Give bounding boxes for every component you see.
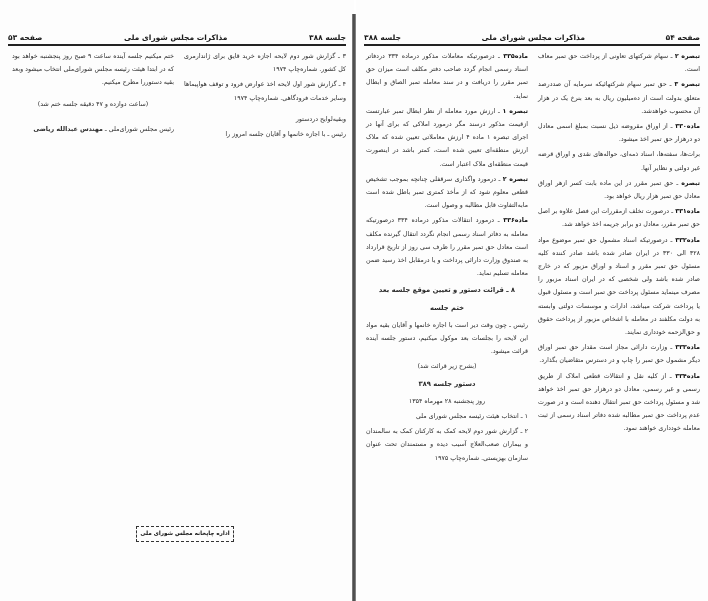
paragraph: ۳ ـ گزارش شور دوم لایحه اجازه خرید قایق برای ژاندارمری کل کشور. شماره‌چاپ ۱۹۷۴ [184, 53, 346, 74]
right-page-left-column [366, 50, 528, 467]
page-number: صفحه ۵۴ [665, 33, 700, 42]
clause: تبصره ۲ ـ سهام شرکتهای تعاونی از پرداخت حق تمبر معاف است. [538, 53, 700, 74]
running-title: مذاکرات مجلس شورای ملی [481, 33, 585, 42]
clause: ماده۳۳۳ ـ وزارت دارائی مجاز است مقدار حق تمبر اوراق دیگر مشمول حق تمبر را چاپ و در دسترس متقاضیان بگذارد. [538, 344, 700, 365]
clause: ماده۳۳۶ ـ درمورد انتقالات مذکور درماده ۳۳۴ درصورتیکه معامله به دفاتر اسناد رسمی انجام نگردد انتقال گیرنده مکلف است معادل حق تمبر مقرر را ظرف سی روز از تاریخ قرارداد به صندوق وزارت دارائی پرداخت و یا درمقابل اخذ رسید ضمن معامله تسلیم نماید. [366, 217, 529, 278]
right-page-right-column [538, 50, 700, 438]
agenda-item: ۲ ـ گزارش شور دوم لایحه کمک به کارکنان کمک به سالمندان و بیماران صعب‌العلاج آسیب دیده و مستمندان تحت عنوان سازمان بهزیستی. شماره‌چاپ ۱۹۷۵ [366, 428, 528, 462]
signature [12, 123, 174, 136]
clause: ماده۳۳۱ ـ درصورت تخلف ازمقررات این فصل علاوه بر اصل حق تمبر مقرر، معادل دو برابر جریمه اخذ خواهد شد. [538, 208, 700, 229]
session-number: جلسه ۳۸۸ [309, 33, 346, 42]
note: (بشرح زیر قرائت شد) [417, 363, 477, 371]
agenda-item: ۱ ـ انتخاب هیئت رئیسه مجلس شورای ملی [415, 413, 528, 421]
paragraph: رئیس ـ چون وقت دیر است با اجازه خانمها و آقایان بقیه مواد این لایحه را بجلسات بعد موکول میکنیم، دستور جلسه آینده قرائت میشود. [366, 321, 528, 356]
paragraph: رئیس ـ با اجازه خانمها و آقایان جلسه امروز را [225, 131, 346, 139]
clause: ماده۳۳۲ ـ درصورتیکه اسناد مشمول حق تمبر موضوع مواد ۳۲۸ الی ۳۳۰ در ایران صادر شده باشد صادر کننده کلیه مسئول حق تمبر مقرر و اسناد و اوراق مزبور که در خارج صادر شده باشد ولی شخصی که در ایران اسناد مزبور را مصرف مینماید مسئول پرداخت حق تمبر است و مسئول قبول یا پرداخت شرکت میباشد، ادارات و موسسات دولتی وابسته به دولت مکلفند در معامله با اشخاص مزبور از پرداخت حقوق و حق‌الزحمه خودداری نمایند. [538, 236, 700, 337]
left-page-left-column [12, 50, 174, 138]
section-heading: ختم جلسه [429, 303, 465, 312]
clause: تبصره ۱ ـ ارزش مورد معامله از نظر ابطال تمبر عبارتست ازقیمت مذکور درسند مگر درمورد املاکی که برای آنها در اجرای تبصره ۱ ماده ۴ ارزش معاملاتی تعیین شده که ملاک ارزش منطقه‌ای تعیین شده است، کمتر باشد در اینصورت قیمت منطقه‌ای ملاک اعتبار است. [366, 107, 528, 168]
paragraph: ۴ ـ گزارش شور اول لایحه اخذ عوارض فرود و توقف هواپیماها وسایر خدمات فرودگاهی. شماره‌چاپ ۱۹۷۴ [184, 81, 346, 102]
paragraph: برات‌ها، سفته‌ها، اسناد ذمه‌ای، حواله‌های نقدی و اوراق قرضه غیر دولتی و نظایر آنها. [538, 151, 700, 172]
clause: تبصره ۳ ـ حق تمبر سهام شرکتهائیکه سرمایه آن صددرصد متعلق بدولت است از ده‌میلیون ریال به بعد بنرخ یک در هزار آن محسوب خواهدشد. [538, 81, 700, 115]
paragraph: وبقیه‌لوایح دردستور [295, 115, 346, 123]
clause: ماده۳۳۴ ـ از کلیه نقل و انتقالات قطعی املاک از طریق رسمی و غیر رسمی، معادل دو درهزار حق تمبر اخذ خواهد شد و مسئول پرداخت حق تمبر انتقال دهنده است و در صورت عدم پرداخت حق تمبر مطالبه شده دفاتر اسناد رسمی از ثبت معامله خودداری خواهند نمود. [538, 372, 700, 433]
section-heading: دستور جلسه ۳۸۹ [418, 379, 476, 388]
running-title: مذاکرات مجلس شورای ملی [124, 33, 228, 42]
clause: تبصره ۲ ـ درمورد واگذاری سرقفلی چنانچه بموجب تشخیص قطعی معلوم شود که از مأخذ کمتری تمبر باطل شده است مابه‌التفاوت قابل مطالبه و وصول است. [366, 175, 528, 210]
page-number: صفحه ۵۳ [8, 33, 43, 42]
right-page-header [364, 28, 700, 46]
signature-name: مهندس عبدالله ریاضی [33, 125, 103, 133]
left-page-right-column [184, 50, 346, 143]
printing-office-stamp: اداره چاپخانه مجلس شورای ملی [136, 526, 234, 542]
section-heading: ۸ ـ قرائت دستور و تعیین موقع جلسه بعد [378, 286, 516, 295]
date-line: روز پنجشنبه ۲۸ مهرماه ۱۳۵۴ [408, 397, 486, 405]
session-number: جلسه ۳۸۸ [364, 33, 402, 42]
right-page [356, 0, 708, 601]
clause: ماده۳۳۰ ـ از اوراق مقروضه ذیل نسبت بمبلغ اسمی معادل دو درهزار حق تمبر اخذ میشود. [538, 123, 700, 144]
clause: ماده۳۳۵ ـ درصورتیکه معاملات مذکور درماده ۳۳۴ دردفاتر اسناد رسمی انجام گردد صاحب دفتر مکلف است میزان حق تمبر مقرر را دریافت و در سند معامله تمبر الصاق و ابطال نماید. [366, 53, 528, 100]
left-page-header [8, 28, 346, 46]
clause: تبصره ـ حق تمبر مقرر در این ماده بابت کسر ازهر اوراق معادل حق تمبر هزار ریال خواهد بود. [538, 179, 700, 201]
signature-title: رئیس مجلس شورای‌ملی ـ [104, 125, 174, 133]
session-end-note: (ساعت دوازده و ۴۷ دقیقه جلسه ختم شد) [37, 100, 149, 108]
paragraph: ختم میکنیم جلسه آینده ساعت ۹ صبح روز پنجشنبه خواهد بود که در ابتدا هیئت رئیسه مجلس شورای‌ملی انتخاب میشود وبعد بقیه دستوررا مطرح میکنیم. [12, 53, 174, 87]
